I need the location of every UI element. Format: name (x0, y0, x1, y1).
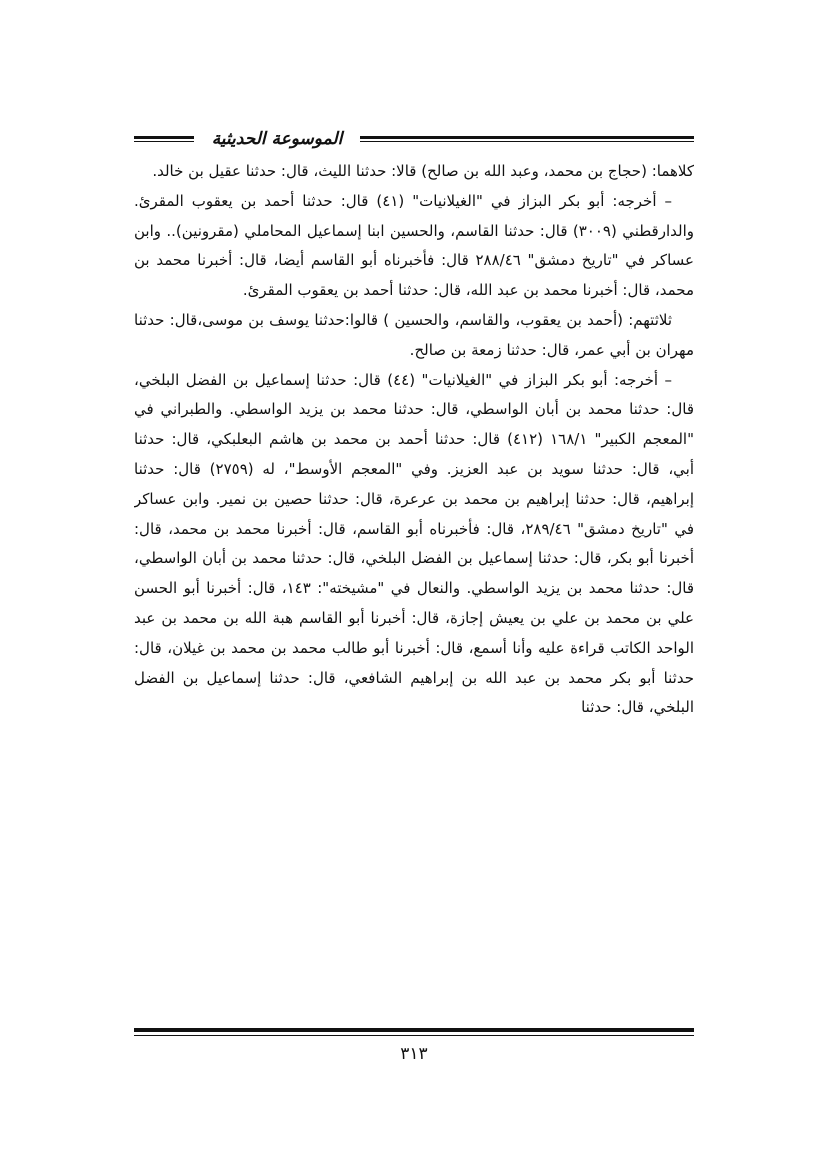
running-title: الموسوعة الحديثية (211, 129, 343, 149)
paragraph-3: ثلاثتهم: (أحمد بن يعقوب، والقاسم، والحسين ) قالوا:حدثنا يوسف بن موسى،قال: حدثنا مهران بن أبي عمر، قال: حدثنا زمعة بن صالح. (134, 310, 694, 359)
page-body (134, 157, 694, 992)
footer-rule (134, 1028, 694, 1036)
paragraph-4: – أخرجه: أبو بكر البزاز في "الغيلانيات" (٤٤) قال: حدثنا إسماعيل بن الفضل البلخي، قال: حدثنا محمد بن أبان الواسطي، قال: حدثنا محمد بن يزيد الواسطي. والطبراني في "المعجم الكبير" ١٦٨/١ (٤١٢) قال: حدثنا أحمد بن محمد بن هاشم البعلبكي، قال: حدثنا أبي، قال: حدثنا سويد بن عبد العزيز. وفي "المعجم الأوسط"، له (٢٧٥٩) قال: حدثنا إبراهيم، قال: حدثنا إبراهيم بن محمد بن عرعرة، قال: حدثنا حصين بن نمير. وابن عساكر في "تاريخ دمشق" ٢٨٩/٤٦، قال: فأخبرناه أبو القاسم، قال: أخبرنا محمد بن محمد، قال: أخبرنا أبو بكر، قال: حدثنا إسماعيل بن الفضل البلخي، قال: حدثنا محمد بن أبان الواسطي، قال: حدثنا محمد بن يزيد الواسطي. والنعال في "مشيخته": ١٤٣، قال: أخبرنا أبو الحسن علي بن محمد بن علي بن يعيش إجازة، قال: أخبرنا أبو القاسم هبة الله بن محمد بن عبد الواحد الكاتب قراءة عليه وأنا أسمع، قال: أخبرنا أبو طالب محمد بن محمد بن غيلان، قال: حدثنا أبو بكر محمد بن عبد الله بن إبراهيم الشافعي، قال: حدثنا إسماعيل بن الفضل البلخي، قال: حدثنا (134, 370, 694, 717)
page-header (134, 125, 694, 155)
page-number: ٣١٣ (400, 1044, 428, 1064)
header-rule-left (134, 136, 194, 142)
paragraph-1: كلاهما: (حجاج بن محمد، وعبد الله بن صالح) قالا: حدثنا الليث، قال: حدثنا عقيل بن خالد. (152, 162, 694, 180)
paragraph-2: – أخرجه: أبو بكر البزاز في "الغيلانيات" (٤١) قال: حدثنا أحمد بن يعقوب المقرئ. والدارقطني (٣٠٠٩) قال: حدثنا القاسم، والحسين ابنا إسماعيل المحاملي (مقرونين).. وابن عساكر في "تاريخ دمشق" ٢٨٨/٤٦ قال: فأخبرناه أبو القاسم أيضا، قال: أخبرنا محمد بن محمد، قال: أخبرنا محمد بن عبد الله، قال: حدثنا أحمد بن يعقوب المقرئ. (134, 191, 694, 300)
header-rule-right (360, 136, 694, 142)
